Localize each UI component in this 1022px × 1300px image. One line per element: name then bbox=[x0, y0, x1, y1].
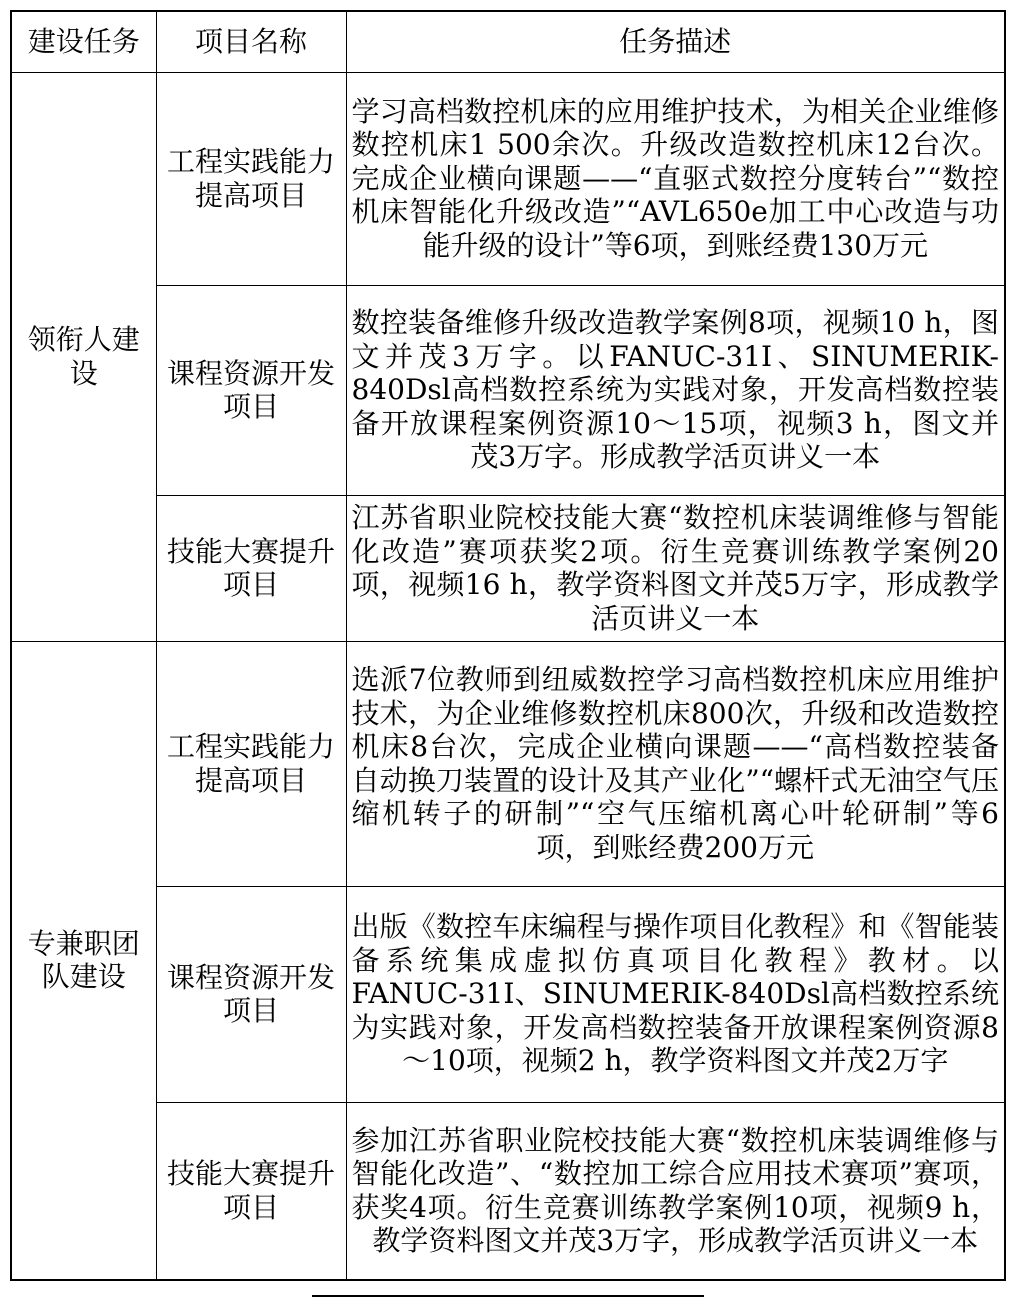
task-description-cell: 数控装备维修升级改造教学案例8项，视频10 h，图文并茂3万字。以FANUC-31I、SINUMERIK-840Dsl高档数控系统为实践对象，开发高档数控装备开放课程案例资源10～15项，视频3 h，图文并茂3万字。形成教学活页讲义一本 bbox=[346, 285, 1005, 495]
table-header-row bbox=[11, 11, 1005, 72]
header-project-cell: 项目名称 bbox=[156, 11, 346, 72]
group-task-cell: 专兼职团队建设 bbox=[11, 641, 156, 1280]
task-description-cell: 出版《数控车床编程与操作项目化教程》和《智能装备系统集成虚拟仿真项目化教程》教材。以FANUC-31I、SINUMERIK-840Dsl高档数控系统为实践对象，开发高档数控装备开放课程案例资源8～10项，视频2 h，教学资料图文并茂2万字 bbox=[346, 886, 1005, 1102]
task-description-cell: 选派7位教师到纽威数控学习高档数控机床应用维护技术，为企业维修数控机床800次，升级和改造数控机床8台次，完成企业横向课题——“高档数控装备自动换刀装置的设计及其产业化”“螺杆式无油空气压缩机转子的研制”“空气压缩机离心叶轮研制”等6项，到账经费200万元 bbox=[346, 641, 1005, 886]
header-task-cell: 建设任务 bbox=[11, 11, 156, 72]
bottom-rule bbox=[312, 1295, 704, 1297]
table-row bbox=[11, 495, 1005, 641]
table-row bbox=[11, 641, 1005, 886]
table-row bbox=[11, 886, 1005, 1102]
project-name-cell: 工程实践能力提高项目 bbox=[156, 641, 346, 886]
table-row bbox=[11, 72, 1005, 285]
project-name-cell: 技能大赛提升项目 bbox=[156, 495, 346, 641]
project-name-cell: 课程资源开发项目 bbox=[156, 285, 346, 495]
group-task-cell: 领衔人建设 bbox=[11, 72, 156, 641]
project-name-cell: 工程实践能力提高项目 bbox=[156, 72, 346, 285]
task-description-cell: 江苏省职业院校技能大赛“数控机床装调维修与智能化改造”赛项获奖2项。衍生竞赛训练教学案例20项，视频16 h，教学资料图文并茂5万字，形成教学活页讲义一本 bbox=[346, 495, 1005, 641]
project-task-table bbox=[10, 10, 1006, 1281]
project-name-cell: 课程资源开发项目 bbox=[156, 886, 346, 1102]
table-row bbox=[11, 1102, 1005, 1280]
task-description-cell: 参加江苏省职业院校技能大赛“数控机床装调维修与智能化改造”、“数控加工综合应用技术赛项”赛项，获奖4项。衍生竞赛训练教学案例10项，视频9 h，教学资料图文并茂3万字，形成教学活页讲义一本 bbox=[346, 1102, 1005, 1280]
table-row bbox=[11, 285, 1005, 495]
project-name-cell: 技能大赛提升项目 bbox=[156, 1102, 346, 1280]
header-desc-cell: 任务描述 bbox=[346, 11, 1005, 72]
task-description-cell: 学习高档数控机床的应用维护技术，为相关企业维修数控机床1 500余次。升级改造数控机床12台次。完成企业横向课题——“直驱式数控分度转台”“数控机床智能化升级改造”“AVL650e加工中心改造与功能升级的设计”等6项，到账经费130万元 bbox=[346, 72, 1005, 285]
